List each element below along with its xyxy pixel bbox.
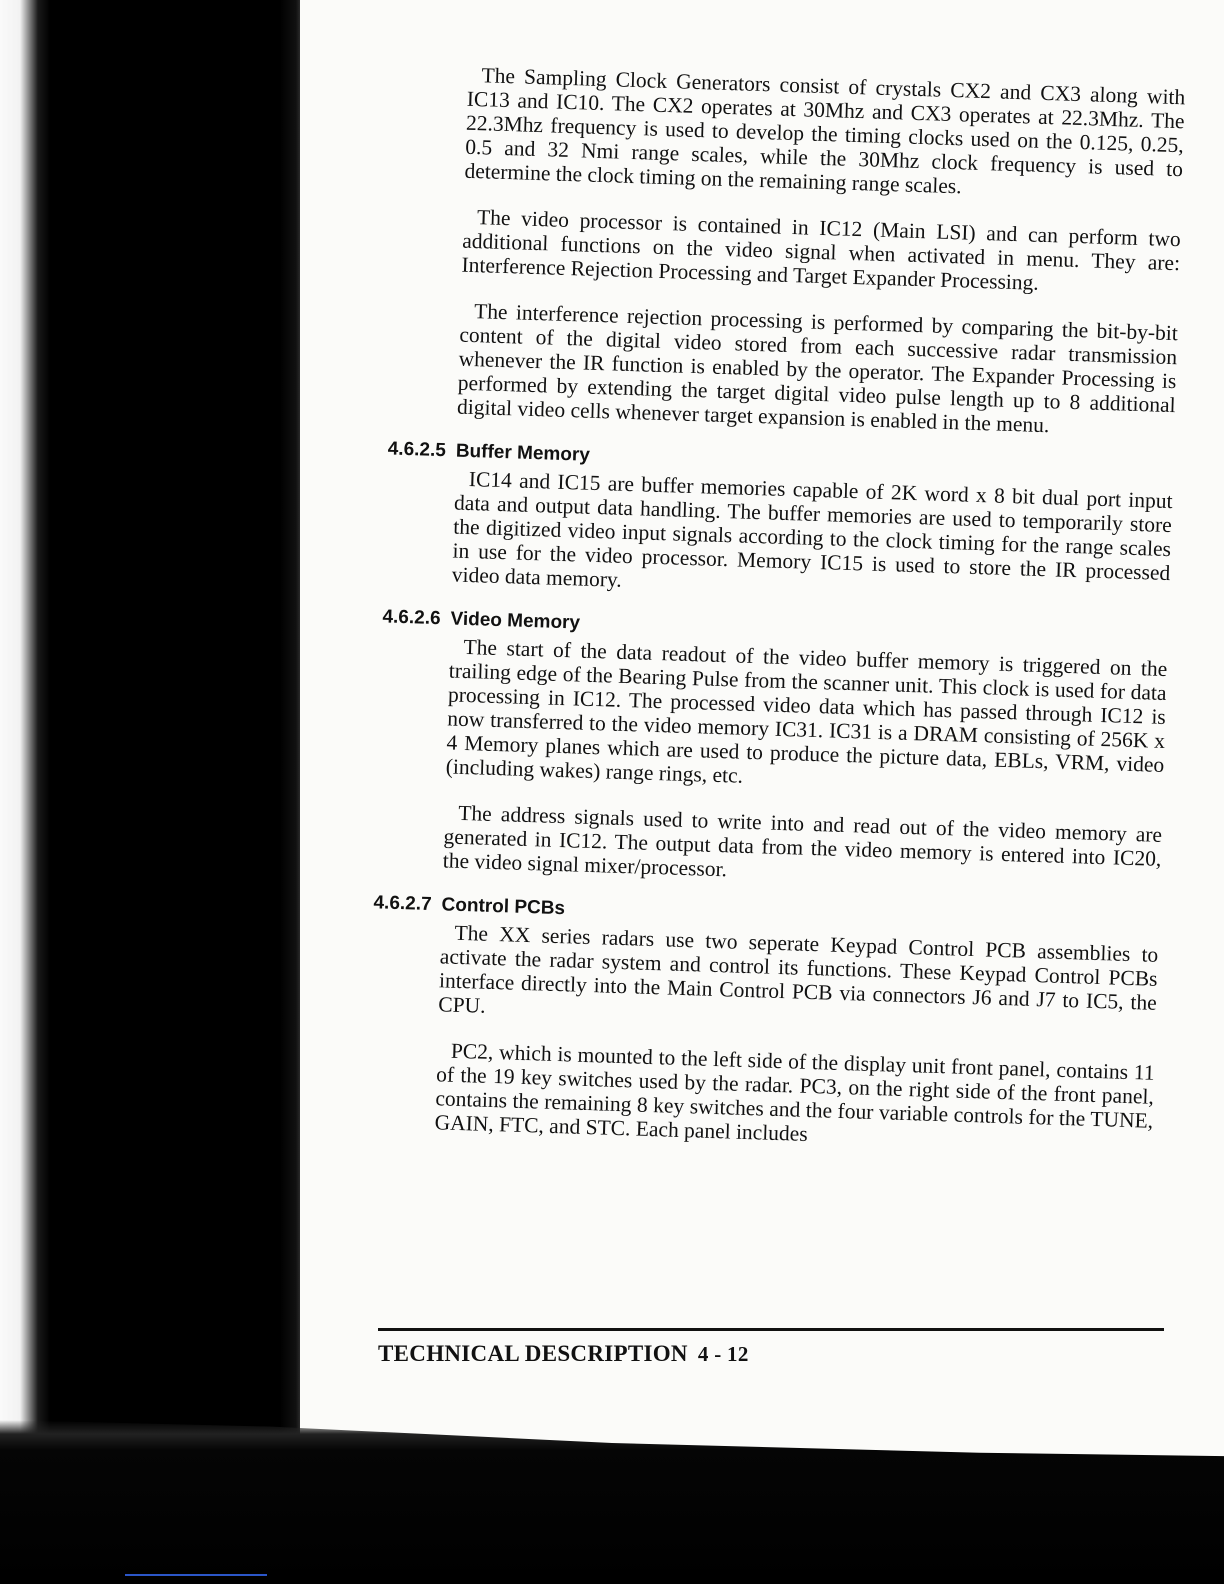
section-number: 4.6.2.5 (387, 438, 447, 462)
page-number: 4 - 12 (697, 1342, 749, 1366)
paragraph-video-processor: The video processor is contained in IC12 (Main LSI) and can perform two additional functions on the video signal when activated in menu. They are: Interference Rejection Processing and Target Expander Processing. (461, 205, 1182, 295)
paragraph-interference-rejection: The interference rejection processing is performed by comparing the bit-by-bit content of the digital video stored from each successive radar transmission whenever the IR function is enabled by the operator. The Expander Processing is performed by extending the target digital video pulse length up to 8 additional digital video cells whenever target expansion is enabled in the menu. (456, 299, 1179, 438)
section-title: Control PCBs (441, 894, 566, 920)
section-title: Video Memory (450, 608, 581, 634)
paragraph-sampling-clock: The Sampling Clock Generators consist of crystals CX2 and CX3 along with IC13 and IC10. The CX2 operates at 30Mhz and CX3 operates at 22.3Mhz. The 22.3Mhz frequency is used to develop the timing clocks used on the 0.125, 0.25, 0.5 and 32 Nmi range scales, while the 30Mhz clock frequency is used to determine the clock timing on the remaining range scales. (464, 63, 1186, 199)
footer-rule (378, 1328, 1164, 1331)
footer-title: TECHNICAL DESCRIPTION (378, 1341, 688, 1366)
paragraph-pc2-pc3: PC2, which is mounted to the left side of the display unit front panel, contains 11 of the 19 key switches used by the radar. PC3, on the right side of the front panel, contains the remaining 8 key switches and the four variable controls for the TUNE, GAIN, FTC, and STC. Each panel includes (434, 1038, 1155, 1146)
section-title: Buffer Memory (455, 440, 591, 466)
page-body (346, 60, 1190, 1179)
paragraph-video-memory-address: The address signals used to write into and read out of the video memory are generated in IC12. The output data from the video memory is entered into IC20, the video signal mixer/processor. (442, 800, 1163, 882)
paragraph-buffer-memory: IC14 and IC15 are buffer memories capable of 2K word x 8 bit dual port input data and output data handling. The buffer memories are used to temporarily store the digitized video input signals according to the clock timing for the range scales in use for the video processor. Memory IC15 is used to store the IR processed video data memory. (451, 467, 1173, 592)
footer-text (378, 1341, 1164, 1367)
paragraph-control-pcbs: The XX series radars use two seperate Keypad Control PCB assemblies to activate the radar system and control its functions. These Keypad Control PCBs interface directly into the Main Control PCB via connectors J6 and J7 to IC5, the CPU. (437, 920, 1159, 1018)
page-footer (378, 1328, 1164, 1367)
scan-left-shadow (0, 0, 300, 1584)
scan-bottom-shadow (0, 1420, 1224, 1584)
section-number: 4.6.2.6 (382, 606, 441, 630)
scan-edge-mark (125, 1574, 267, 1576)
section-number: 4.6.2.7 (373, 892, 432, 916)
paragraph-video-memory-readout: The start of the data readout of the video buffer memory is triggered on the trailing edge of the Bearing Pulse from the scanner unit. This clock is used for data processing in IC12. The processed video data which has passed through IC12 is now transferred to the video memory IC31. IC31 is a DRAM consisting of 256K x 4 Memory planes which are used to produce the picture data, EBLs, VRM, video (including wakes) range rings, etc. (445, 634, 1168, 788)
